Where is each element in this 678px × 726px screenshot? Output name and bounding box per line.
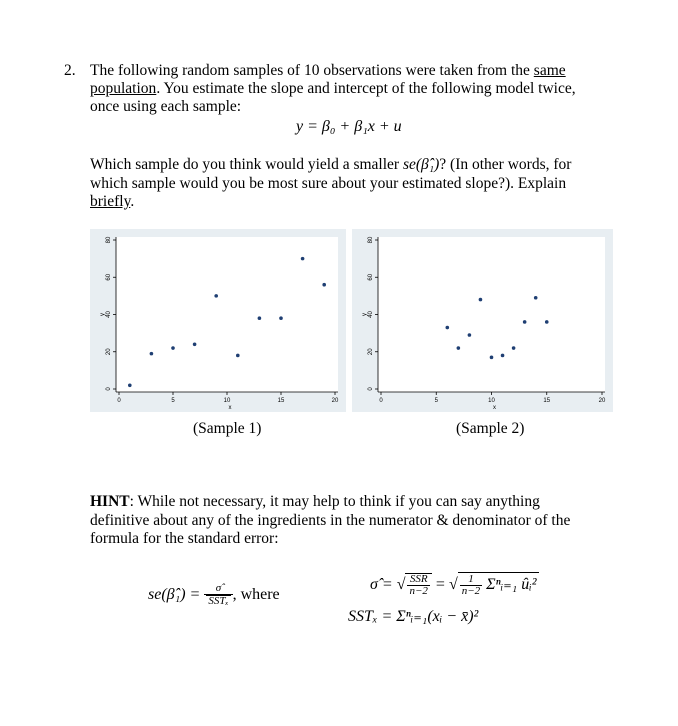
chart-sample-2	[352, 229, 613, 412]
se-formula	[148, 583, 280, 607]
one: 1	[460, 574, 482, 586]
ask-line-2: which sample would you be most sure about your estimated slope?). Explain	[90, 175, 567, 192]
equals: =	[435, 576, 445, 593]
y-tick-label: 60	[368, 273, 374, 281]
se-numerator: σ̂	[204, 583, 232, 595]
hint-line-1	[90, 493, 540, 511]
ask-text: Which sample do you think would yield a smaller	[90, 156, 403, 173]
se-denominator: SSTₓ	[208, 595, 229, 608]
data-point	[545, 320, 549, 324]
x-tick-label: 10	[488, 398, 495, 404]
plot-area	[116, 237, 338, 392]
where-text: , where	[232, 586, 280, 603]
data-point	[193, 343, 197, 347]
se-fraction	[204, 583, 232, 607]
x-tick-label: 0	[379, 398, 383, 404]
y-tick-label: 0	[368, 387, 374, 391]
y-tick-label: 60	[106, 273, 112, 281]
sigma-sqrt-2	[458, 572, 539, 597]
chart-sample-1	[90, 229, 346, 412]
model-equation: y = β₀ + β₁x + u	[296, 118, 402, 135]
question-number: 2.	[64, 62, 76, 79]
question-line-2	[90, 80, 576, 98]
x-tick-label: 5	[434, 398, 438, 404]
x-tick-label: 20	[598, 398, 606, 404]
y-tick-label: 40	[106, 311, 112, 318]
data-point	[446, 326, 450, 330]
x-axis-label: x	[493, 405, 496, 411]
sigma-lhs: σ̂ =	[370, 576, 393, 593]
hint-line-2: definitive about any of the ingredients in the numerator & denominator of the	[90, 512, 571, 529]
sigma-formula: σ̂ = √ $\frac{\text{SSR}}{n-2}$ = √ $\frac{1}{n-2}$ Σⁿᵢ₌₁ ûᵢ²	[370, 572, 537, 598]
y-tick-label: 20	[106, 348, 112, 356]
y-tick-label: 20	[368, 348, 374, 356]
y-tick-label: 0	[106, 387, 112, 391]
n-minus-2-b: n−2	[461, 584, 481, 597]
x-tick-label: 20	[331, 398, 339, 404]
data-point	[479, 298, 483, 302]
data-point	[128, 383, 132, 387]
x-axis-label: x	[228, 405, 232, 411]
period: .	[130, 193, 135, 210]
data-point	[534, 296, 538, 300]
data-point	[258, 316, 262, 320]
hint-line-3: formula for the standard error:	[90, 530, 279, 547]
x-tick-label: 5	[171, 398, 175, 404]
y-tick-label: 80	[106, 236, 112, 244]
se-lhs: se(β̂₁) =	[148, 586, 201, 603]
ask-text-post: ? (In other words, for	[439, 156, 572, 173]
data-point	[512, 346, 516, 350]
intro-text: The following random samples of 10 observations were taken from the	[90, 62, 534, 79]
scatter-plot-sample-1	[90, 229, 346, 412]
data-point	[171, 346, 175, 350]
x-tick-label: 0	[117, 398, 121, 404]
hint-text: : While not necessary, it may help to think if you can say anything	[129, 493, 540, 510]
data-point	[501, 354, 505, 358]
data-point	[322, 283, 326, 287]
data-point	[279, 316, 283, 320]
data-point	[457, 346, 461, 350]
data-point	[301, 257, 305, 261]
sigma-sqrt-1	[405, 573, 431, 597]
y-axis-label: y	[362, 313, 368, 316]
sst-formula: SSTₓ = Σⁿᵢ₌₁(xᵢ − x̄)²	[348, 608, 479, 625]
scatter-plot-sample-2	[352, 229, 613, 412]
ssr: SSR	[407, 574, 429, 586]
data-point	[490, 356, 494, 360]
sum-uhat: Σⁿᵢ₌₁ ûᵢ²	[486, 576, 537, 593]
question-line-1	[90, 62, 566, 80]
data-point	[236, 354, 240, 358]
ask-line-1	[90, 156, 571, 174]
data-point	[468, 333, 472, 337]
data-point	[150, 352, 154, 356]
x-tick-label: 15	[543, 398, 551, 404]
n-minus-2-a: n−2	[409, 585, 428, 598]
briefly-link: briefly	[90, 193, 131, 210]
plot-area	[378, 237, 605, 392]
same-link: same	[533, 62, 566, 79]
y-tick-label: 40	[368, 311, 374, 318]
ask-line-3	[90, 193, 134, 211]
caption-sample-1: (Sample 1)	[193, 420, 262, 437]
question-line-3: once using each sample:	[90, 98, 242, 115]
y-tick-label: 80	[368, 236, 374, 244]
x-tick-label: 10	[223, 398, 231, 404]
y-axis-label: y	[100, 313, 106, 316]
population-link: population	[90, 80, 157, 97]
hint-label: HINT	[90, 493, 130, 510]
x-tick-label: 15	[277, 398, 285, 404]
intro-text-2: . You estimate the slope and intercept of the following model twice,	[156, 80, 576, 97]
data-point	[214, 294, 218, 298]
se-beta-inline: se(β̂₁)	[402, 156, 440, 173]
data-point	[523, 320, 527, 324]
caption-sample-2: (Sample 2)	[456, 420, 525, 437]
